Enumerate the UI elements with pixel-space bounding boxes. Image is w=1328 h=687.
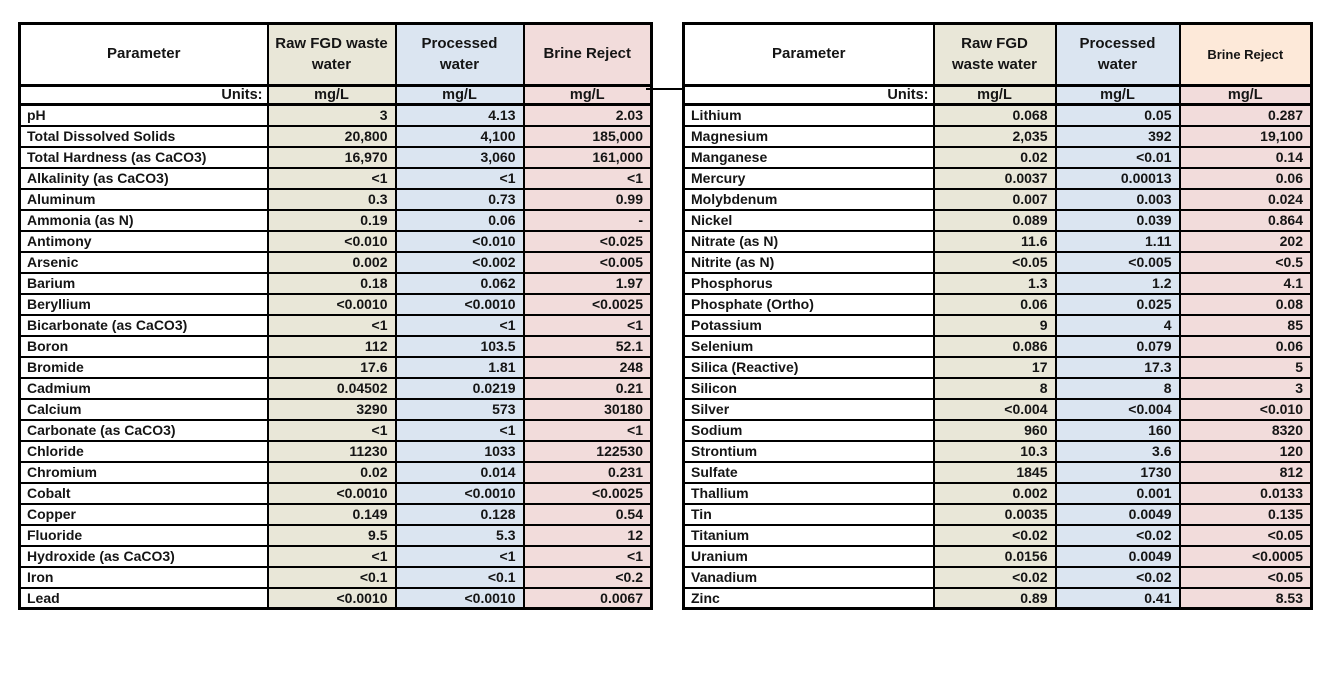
unit-cell: mg/L — [1180, 86, 1312, 105]
processed-value-cell: 573 — [396, 399, 524, 420]
brine-value-cell: <0.0025 — [524, 483, 652, 504]
raw-value-cell: <0.02 — [934, 525, 1056, 546]
parameter-name-cell: Total Dissolved Solids — [20, 126, 268, 147]
table-header-row — [20, 24, 652, 86]
parameter-name-cell: Zinc — [684, 588, 934, 609]
table-row — [684, 273, 1312, 294]
raw-value-cell: 0.02 — [268, 462, 396, 483]
parameter-name-cell: Thallium — [684, 483, 934, 504]
parameter-name-cell: Aluminum — [20, 189, 268, 210]
brine-value-cell: <1 — [524, 168, 652, 189]
table-header-row — [684, 24, 1312, 86]
parameter-name-cell: Potassium — [684, 315, 934, 336]
table-row — [684, 294, 1312, 315]
processed-value-cell: 4 — [1056, 315, 1180, 336]
table-row — [684, 462, 1312, 483]
table-row — [20, 105, 652, 126]
water-quality-table-right — [682, 22, 1313, 610]
raw-value-cell: 0.002 — [934, 483, 1056, 504]
table-row — [684, 105, 1312, 126]
table-row — [20, 273, 652, 294]
brine-value-cell: 0.0133 — [1180, 483, 1312, 504]
table-row — [20, 357, 652, 378]
parameter-name-cell: Barium — [20, 273, 268, 294]
raw-value-cell: 1.3 — [934, 273, 1056, 294]
table-row — [684, 483, 1312, 504]
brine-value-cell: 122530 — [524, 441, 652, 462]
brine-value-cell: 0.135 — [1180, 504, 1312, 525]
table-row — [20, 189, 652, 210]
units-label-cell: Units: — [684, 86, 934, 105]
table-row — [684, 378, 1312, 399]
brine-value-cell: 161,000 — [524, 147, 652, 168]
parameter-name-cell: Strontium — [684, 441, 934, 462]
processed-value-cell: 8 — [1056, 378, 1180, 399]
raw-value-cell: 16,970 — [268, 147, 396, 168]
raw-value-cell: 9.5 — [268, 525, 396, 546]
brine-value-cell: <0.025 — [524, 231, 652, 252]
table-row — [684, 357, 1312, 378]
brine-value-cell: 30180 — [524, 399, 652, 420]
raw-value-cell: 0.06 — [934, 294, 1056, 315]
table-row — [20, 567, 652, 588]
parameter-name-cell: Phosphorus — [684, 273, 934, 294]
parameter-name-cell: Lithium — [684, 105, 934, 126]
parameter-name-cell: Chromium — [20, 462, 268, 483]
brine-value-cell: <0.010 — [1180, 399, 1312, 420]
parameter-name-cell: Calcium — [20, 399, 268, 420]
parameter-name-cell: Titanium — [684, 525, 934, 546]
table-row — [684, 420, 1312, 441]
raw-value-cell: 0.089 — [934, 210, 1056, 231]
raw-value-cell: 20,800 — [268, 126, 396, 147]
table-row — [20, 378, 652, 399]
table-row — [20, 231, 652, 252]
table-row — [20, 315, 652, 336]
table-row — [20, 504, 652, 525]
brine-value-cell: 248 — [524, 357, 652, 378]
processed-value-cell: 160 — [1056, 420, 1180, 441]
parameters-table — [18, 22, 653, 610]
parameter-name-cell: Chloride — [20, 441, 268, 462]
processed-value-cell: 0.0049 — [1056, 546, 1180, 567]
raw-value-cell: 112 — [268, 336, 396, 357]
raw-value-cell: 0.068 — [934, 105, 1056, 126]
processed-value-cell: <0.004 — [1056, 399, 1180, 420]
brine-value-cell: 2.03 — [524, 105, 652, 126]
raw-value-cell: 0.007 — [934, 189, 1056, 210]
processed-value-cell: <0.010 — [396, 231, 524, 252]
table-row — [20, 294, 652, 315]
processed-value-cell: 0.001 — [1056, 483, 1180, 504]
processed-value-cell: 0.0049 — [1056, 504, 1180, 525]
brine-value-cell: <0.2 — [524, 567, 652, 588]
raw-value-cell: 0.0156 — [934, 546, 1056, 567]
raw-value-cell: 9 — [934, 315, 1056, 336]
parameter-name-cell: Mercury — [684, 168, 934, 189]
parameter-name-cell: Bicarbonate (as CaCO3) — [20, 315, 268, 336]
processed-value-cell: 1033 — [396, 441, 524, 462]
raw-value-cell: <0.1 — [268, 567, 396, 588]
table-row — [684, 315, 1312, 336]
processed-value-cell: 3,060 — [396, 147, 524, 168]
parameter-name-cell: Ammonia (as N) — [20, 210, 268, 231]
processed-value-cell: 0.039 — [1056, 210, 1180, 231]
raw-value-cell: <1 — [268, 168, 396, 189]
raw-value-cell: 960 — [934, 420, 1056, 441]
parameter-name-cell: Uranium — [684, 546, 934, 567]
processed-value-cell: 0.41 — [1056, 588, 1180, 609]
processed-value-cell: 0.06 — [396, 210, 524, 231]
brine-value-cell: <0.005 — [524, 252, 652, 273]
raw-value-cell: 3 — [268, 105, 396, 126]
processed-value-cell: 4.13 — [396, 105, 524, 126]
parameter-name-cell: Manganese — [684, 147, 934, 168]
brine-value-cell: 19,100 — [1180, 126, 1312, 147]
column-header-raw-fgd-waste-water: Raw FGD waste water — [268, 24, 396, 86]
table-row — [684, 399, 1312, 420]
brine-value-cell: 0.864 — [1180, 210, 1312, 231]
unit-cell: mg/L — [1056, 86, 1180, 105]
brine-value-cell: 5 — [1180, 357, 1312, 378]
table-row — [684, 546, 1312, 567]
processed-value-cell: 1.81 — [396, 357, 524, 378]
parameter-name-cell: Boron — [20, 336, 268, 357]
brine-value-cell: 0.21 — [524, 378, 652, 399]
brine-value-cell: <1 — [524, 420, 652, 441]
raw-value-cell: 3290 — [268, 399, 396, 420]
parameter-name-cell: Silver — [684, 399, 934, 420]
table-row — [20, 420, 652, 441]
raw-value-cell: 0.0037 — [934, 168, 1056, 189]
table-row — [20, 588, 652, 609]
raw-value-cell: 0.149 — [268, 504, 396, 525]
processed-value-cell: 1730 — [1056, 462, 1180, 483]
brine-value-cell: <0.05 — [1180, 567, 1312, 588]
processed-value-cell: 103.5 — [396, 336, 524, 357]
table-row — [20, 252, 652, 273]
parameter-name-cell: Beryllium — [20, 294, 268, 315]
column-header-parameter: Parameter — [684, 24, 934, 86]
brine-value-cell: <1 — [524, 546, 652, 567]
parameter-name-cell: Antimony — [20, 231, 268, 252]
brine-value-cell: <0.5 — [1180, 252, 1312, 273]
parameter-name-cell: Silicon — [684, 378, 934, 399]
parameter-name-cell: Vanadium — [684, 567, 934, 588]
parameter-name-cell: Cadmium — [20, 378, 268, 399]
brine-value-cell: 85 — [1180, 315, 1312, 336]
parameters-table — [682, 22, 1313, 610]
brine-value-cell: 0.0067 — [524, 588, 652, 609]
table-row — [684, 525, 1312, 546]
processed-value-cell: <0.02 — [1056, 567, 1180, 588]
parameter-name-cell: Arsenic — [20, 252, 268, 273]
raw-value-cell: <0.004 — [934, 399, 1056, 420]
parameter-name-cell: Silica (Reactive) — [684, 357, 934, 378]
processed-value-cell: 0.128 — [396, 504, 524, 525]
unit-cell: mg/L — [268, 86, 396, 105]
processed-value-cell: 0.014 — [396, 462, 524, 483]
raw-value-cell: <0.0010 — [268, 294, 396, 315]
brine-value-cell: 0.024 — [1180, 189, 1312, 210]
processed-value-cell: 17.3 — [1056, 357, 1180, 378]
parameter-name-cell: Total Hardness (as CaCO3) — [20, 147, 268, 168]
raw-value-cell: <0.010 — [268, 231, 396, 252]
table-row — [684, 504, 1312, 525]
parameter-name-cell: Cobalt — [20, 483, 268, 504]
processed-value-cell: 0.079 — [1056, 336, 1180, 357]
processed-value-cell: 3.6 — [1056, 441, 1180, 462]
table-row — [684, 252, 1312, 273]
table-row — [684, 567, 1312, 588]
parameter-name-cell: Sulfate — [684, 462, 934, 483]
raw-value-cell: 0.04502 — [268, 378, 396, 399]
parameter-name-cell: Tin — [684, 504, 934, 525]
table-row — [684, 189, 1312, 210]
brine-value-cell: 120 — [1180, 441, 1312, 462]
column-header-processed-water: Processed water — [1056, 24, 1180, 86]
parameter-name-cell: Magnesium — [684, 126, 934, 147]
unit-cell: mg/L — [396, 86, 524, 105]
table-row — [20, 126, 652, 147]
raw-value-cell: 1845 — [934, 462, 1056, 483]
brine-value-cell: 0.08 — [1180, 294, 1312, 315]
processed-value-cell: <0.02 — [1056, 525, 1180, 546]
raw-value-cell: 0.18 — [268, 273, 396, 294]
table-row — [20, 483, 652, 504]
table-row — [684, 336, 1312, 357]
processed-value-cell: <0.002 — [396, 252, 524, 273]
brine-value-cell: 4.1 — [1180, 273, 1312, 294]
table-row — [684, 147, 1312, 168]
brine-value-cell: 0.287 — [1180, 105, 1312, 126]
raw-value-cell: 11.6 — [934, 231, 1056, 252]
processed-value-cell: 5.3 — [396, 525, 524, 546]
raw-value-cell: 0.89 — [934, 588, 1056, 609]
parameter-name-cell: Hydroxide (as CaCO3) — [20, 546, 268, 567]
parameter-name-cell: Alkalinity (as CaCO3) — [20, 168, 268, 189]
raw-value-cell: <0.02 — [934, 567, 1056, 588]
table-row — [684, 168, 1312, 189]
parameter-name-cell: Lead — [20, 588, 268, 609]
brine-value-cell: 1.97 — [524, 273, 652, 294]
unit-cell: mg/L — [934, 86, 1056, 105]
table-row — [20, 462, 652, 483]
table-connector-line — [646, 88, 686, 90]
parameter-name-cell: Phosphate (Ortho) — [684, 294, 934, 315]
processed-value-cell: 0.00013 — [1056, 168, 1180, 189]
brine-value-cell: 0.06 — [1180, 336, 1312, 357]
table-row — [684, 441, 1312, 462]
units-label-cell: Units: — [20, 86, 268, 105]
raw-value-cell: 0.19 — [268, 210, 396, 231]
raw-value-cell: 8 — [934, 378, 1056, 399]
brine-value-cell: 12 — [524, 525, 652, 546]
processed-value-cell: <1 — [396, 420, 524, 441]
raw-value-cell: <1 — [268, 315, 396, 336]
brine-value-cell: 185,000 — [524, 126, 652, 147]
table-row — [684, 588, 1312, 609]
brine-value-cell: 0.231 — [524, 462, 652, 483]
raw-value-cell: 0.0035 — [934, 504, 1056, 525]
raw-value-cell: 17 — [934, 357, 1056, 378]
brine-value-cell: <0.0005 — [1180, 546, 1312, 567]
parameter-name-cell: Nickel — [684, 210, 934, 231]
table-row — [684, 210, 1312, 231]
processed-value-cell: 0.73 — [396, 189, 524, 210]
raw-value-cell: 17.6 — [268, 357, 396, 378]
processed-value-cell: <0.005 — [1056, 252, 1180, 273]
brine-value-cell: 0.99 — [524, 189, 652, 210]
processed-value-cell: <0.0010 — [396, 588, 524, 609]
processed-value-cell: 0.0219 — [396, 378, 524, 399]
raw-value-cell: <0.0010 — [268, 483, 396, 504]
raw-value-cell: <1 — [268, 420, 396, 441]
parameter-name-cell: Sodium — [684, 420, 934, 441]
processed-value-cell: 1.2 — [1056, 273, 1180, 294]
raw-value-cell: <1 — [268, 546, 396, 567]
brine-value-cell: 52.1 — [524, 336, 652, 357]
parameter-name-cell: Copper — [20, 504, 268, 525]
raw-value-cell: <0.05 — [934, 252, 1056, 273]
column-header-raw-fgd-waste-water: Raw FGD waste water — [934, 24, 1056, 86]
raw-value-cell: <0.0010 — [268, 588, 396, 609]
parameter-name-cell: Carbonate (as CaCO3) — [20, 420, 268, 441]
raw-value-cell: 0.02 — [934, 147, 1056, 168]
parameter-name-cell: Nitrate (as N) — [684, 231, 934, 252]
processed-value-cell: <1 — [396, 546, 524, 567]
column-header-processed-water: Processed water — [396, 24, 524, 86]
brine-value-cell: 8.53 — [1180, 588, 1312, 609]
raw-value-cell: 0.002 — [268, 252, 396, 273]
raw-value-cell: 11230 — [268, 441, 396, 462]
raw-value-cell: 0.086 — [934, 336, 1056, 357]
brine-value-cell: 202 — [1180, 231, 1312, 252]
raw-value-cell: 0.3 — [268, 189, 396, 210]
units-row — [684, 86, 1312, 105]
processed-value-cell: <1 — [396, 315, 524, 336]
parameter-name-cell: Selenium — [684, 336, 934, 357]
parameter-name-cell: Bromide — [20, 357, 268, 378]
brine-value-cell: 8320 — [1180, 420, 1312, 441]
raw-value-cell: 2,035 — [934, 126, 1056, 147]
column-header-parameter: Parameter — [20, 24, 268, 86]
parameter-name-cell: pH — [20, 105, 268, 126]
parameter-name-cell: Molybdenum — [684, 189, 934, 210]
brine-value-cell: 812 — [1180, 462, 1312, 483]
raw-value-cell: 10.3 — [934, 441, 1056, 462]
processed-value-cell: <0.0010 — [396, 294, 524, 315]
brine-value-cell: <0.0025 — [524, 294, 652, 315]
parameter-name-cell: Nitrite (as N) — [684, 252, 934, 273]
table-row — [20, 336, 652, 357]
processed-value-cell: 392 — [1056, 126, 1180, 147]
unit-cell: mg/L — [524, 86, 652, 105]
column-header-brine-reject: Brine Reject — [524, 24, 652, 86]
processed-value-cell: <0.0010 — [396, 483, 524, 504]
processed-value-cell: 1.11 — [1056, 231, 1180, 252]
brine-value-cell: 0.14 — [1180, 147, 1312, 168]
parameter-name-cell: Fluoride — [20, 525, 268, 546]
table-row — [20, 525, 652, 546]
processed-value-cell: 4,100 — [396, 126, 524, 147]
brine-value-cell: <1 — [524, 315, 652, 336]
processed-value-cell: 0.05 — [1056, 105, 1180, 126]
column-header-brine-reject: Brine Reject — [1180, 24, 1312, 86]
brine-value-cell: 0.06 — [1180, 168, 1312, 189]
parameter-name-cell: Iron — [20, 567, 268, 588]
units-row — [20, 86, 652, 105]
table-row — [20, 441, 652, 462]
processed-value-cell: 0.062 — [396, 273, 524, 294]
processed-value-cell: <0.01 — [1056, 147, 1180, 168]
processed-value-cell: 0.003 — [1056, 189, 1180, 210]
table-row — [20, 147, 652, 168]
brine-value-cell: 0.54 — [524, 504, 652, 525]
processed-value-cell: 0.025 — [1056, 294, 1180, 315]
table-row — [20, 168, 652, 189]
brine-value-cell: 3 — [1180, 378, 1312, 399]
processed-value-cell: <1 — [396, 168, 524, 189]
table-row — [684, 231, 1312, 252]
table-row — [20, 399, 652, 420]
processed-value-cell: <0.1 — [396, 567, 524, 588]
brine-value-cell: - — [524, 210, 652, 231]
table-row — [20, 210, 652, 231]
table-row — [20, 546, 652, 567]
table-row — [684, 126, 1312, 147]
water-quality-table-left — [18, 22, 653, 610]
brine-value-cell: <0.05 — [1180, 525, 1312, 546]
